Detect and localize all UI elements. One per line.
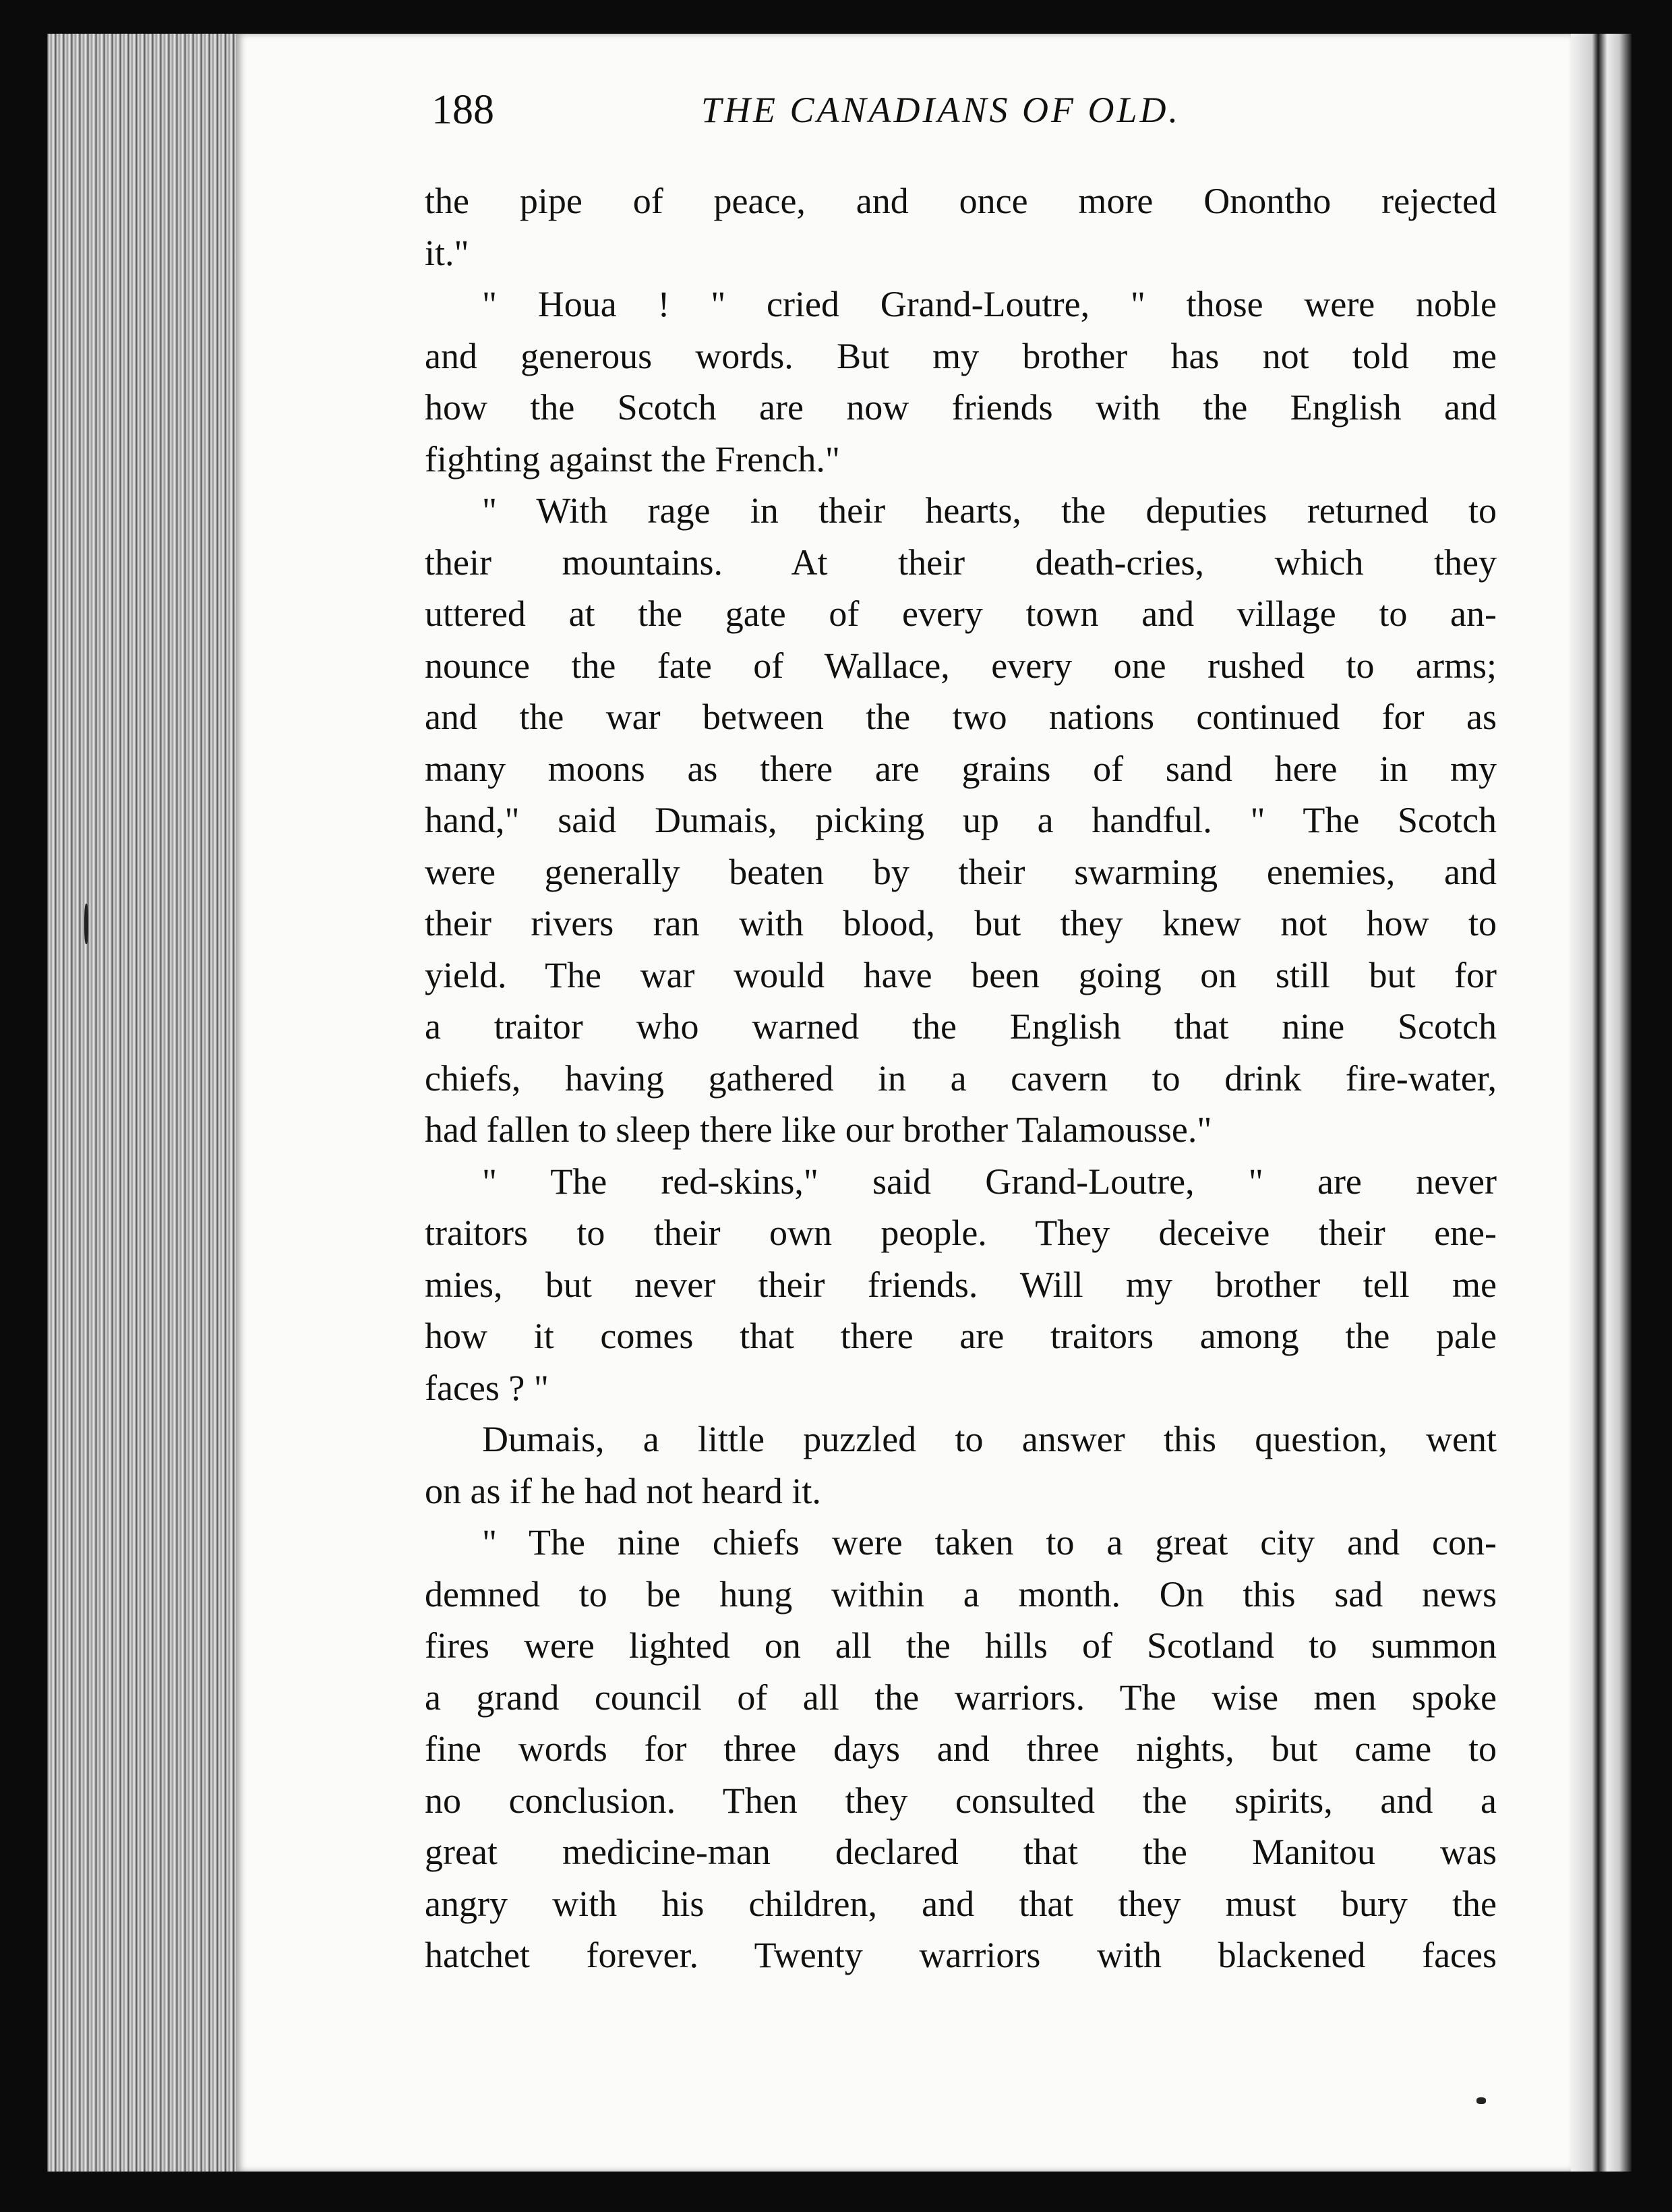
scan-border-left: [0, 0, 47, 2212]
scan-speck: [84, 904, 88, 944]
text-line: nounce the fate of Wallace, every one rushed to arms;: [425, 645, 1497, 686]
text-line: how it comes that there are traitors among the pale: [425, 1316, 1497, 1356]
page-number: 188: [431, 87, 494, 133]
text-line: " The nine chiefs were taken to a great city and con-: [482, 1522, 1497, 1563]
text-line: their mountains. At their death-cries, which they: [425, 542, 1497, 583]
text-line: how the Scotch are now friends with the English and: [425, 387, 1497, 428]
text-line: were generally beaten by their swarming enemies, and: [425, 851, 1497, 892]
text-line: had fallen to sleep there like our brother Talamousse.": [425, 1109, 1212, 1150]
text-line: their rivers ran with blood, but they knew not how to: [425, 903, 1497, 943]
text-line: traitors to their own people. They deceive their ene-: [425, 1213, 1497, 1253]
text-line: mies, but never their friends. Will my brother tell me: [425, 1264, 1497, 1305]
text-line: uttered at the gate of every town and village to an-: [425, 593, 1497, 634]
text-line: hand," said Dumais, picking up a handful. " The Scotch: [425, 800, 1497, 840]
running-title: THE CANADIANS OF OLD.: [701, 90, 1181, 130]
text-line: great medicine-man declared that the Manitou was: [425, 1832, 1497, 1872]
text-line: angry with his children, and that they must bury the: [425, 1883, 1497, 1924]
running-head: [431, 80, 1493, 140]
text-line: yield. The war would have been going on still but for: [425, 954, 1497, 995]
text-line: " The red-skins," said Grand-Loutre, " are never: [482, 1161, 1497, 1202]
text-line: Dumais, a little puzzled to answer this question, went: [482, 1419, 1497, 1459]
scan-border-right: [1632, 0, 1672, 2212]
text-line: fires were lighted on all the hills of Scotland to summon: [425, 1625, 1497, 1666]
text-line: fighting against the French.": [425, 438, 840, 479]
text-line: chiefs, having gathered in a cavern to drink fire-water,: [425, 1057, 1497, 1099]
text-line: no conclusion. Then they consulted the spirits, and a: [425, 1780, 1497, 1821]
text-line: and generous words. But my brother has not told me: [425, 335, 1497, 376]
text-line: a traitor who warned the English that nine Scotch: [425, 1006, 1497, 1047]
text-line: a grand council of all the warriors. The wise men spoke: [425, 1677, 1497, 1718]
text-line: and the war between the two nations continued for as: [425, 697, 1497, 737]
body-text: [425, 175, 1497, 1981]
page-edges-left: [47, 34, 236, 2172]
scan-border-top: [0, 0, 1672, 34]
text-line: hatchet forever. Twenty warriors with blackened faces: [425, 1935, 1497, 1975]
text-line: the pipe of peace, and once more Onontho rejected: [425, 181, 1497, 221]
scan-border-bottom: [0, 2172, 1672, 2212]
text-line: it.": [425, 232, 469, 273]
scan-speck: [1476, 2097, 1486, 2104]
page-edges-right: [1571, 34, 1632, 2172]
text-line: faces ? ": [425, 1367, 549, 1408]
text-line: fine words for three days and three nights, but came to: [425, 1728, 1497, 1769]
text-line: " Houa ! " cried Grand-Loutre, " those were noble: [482, 284, 1497, 324]
text-line: on as if he had not heard it.: [425, 1470, 821, 1511]
text-line: demned to be hung within a month. On this sad news: [425, 1573, 1497, 1614]
text-line: many moons as there are grains of sand here in my: [425, 748, 1497, 789]
text-line: " With rage in their hearts, the deputies returned to: [482, 490, 1497, 531]
